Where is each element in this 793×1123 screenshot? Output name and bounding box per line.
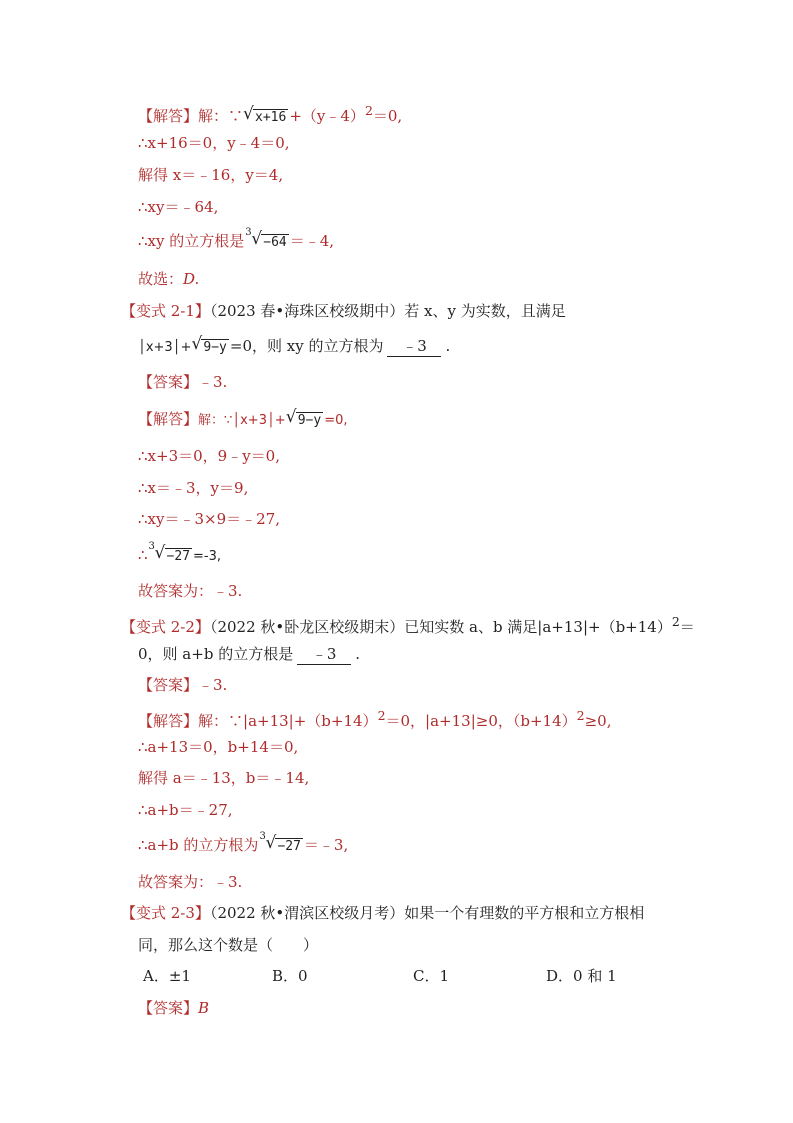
exponent: 2 (671, 614, 680, 629)
question-text: =0，则 xy 的立方根为 (229, 337, 384, 355)
v22-solution-line3: 解得 a＝﹣13，b＝﹣14, (138, 769, 310, 787)
question-text: . (445, 337, 451, 355)
v22-question-line2 (138, 644, 360, 665)
v21-question-line1 (121, 301, 566, 321)
solution-text: ∴ (138, 546, 148, 564)
s0-line5 (138, 227, 335, 253)
radicand: x+16 (255, 110, 287, 125)
s0-text: 解：∵ (198, 107, 244, 125)
cube-root-symbol (245, 227, 288, 253)
question-text: . (355, 645, 360, 663)
v21-solution-line1 (138, 409, 347, 431)
question-text: │x+3│+ (138, 340, 192, 355)
root-index: √ 3 (245, 227, 252, 238)
question-text: ＝ (679, 618, 695, 636)
solution-text: =-3, (193, 549, 222, 564)
radicand: 9−y (203, 340, 227, 355)
question-text: （2022 秋•卧龙区校级期末）已知实数 a、b 满足|a+13|+（b+14） (209, 618, 672, 636)
v21-solution-line2: ∴x+3＝0，9﹣y＝0, (138, 447, 280, 465)
option-b: B．0 (272, 967, 308, 985)
s0-text: D. (183, 270, 200, 288)
v21-answer (138, 372, 227, 392)
solution-label: 【解答】 (138, 712, 199, 730)
root-index: √ 3 (148, 541, 155, 552)
v21-solution-line6: 故答案为：﹣3. (138, 582, 243, 600)
answer-value: B (198, 999, 210, 1017)
radicand: 9−y (297, 413, 322, 428)
solution-text: 解：∵|a+13|+（b+14） (198, 712, 378, 730)
cube-root-symbol (148, 541, 192, 567)
exponent: 2 (576, 708, 585, 723)
sqrt-symbol (287, 409, 323, 431)
cube-root-symbol (259, 831, 302, 857)
radicand: −27 (277, 839, 301, 854)
s0-text: ＝﹣4, (289, 232, 335, 250)
solution-text: ＝﹣3, (303, 836, 349, 854)
option-a: A．±1 (143, 967, 191, 985)
solution-text: ∴a+b 的立方根为 (138, 836, 259, 854)
s0-text: +（y﹣4） (289, 107, 365, 125)
s0-line1 (138, 101, 402, 128)
question-text: （2023 春•海珠区校级期中）若 x、y 为实数，且满足 (209, 302, 566, 320)
s0-line3: 解得 x＝﹣16，y＝4, (138, 166, 284, 184)
root-index: √ 3 (259, 831, 266, 842)
variant-label: 【变式 2-3】 (121, 904, 210, 922)
v22-solution-line5 (138, 831, 349, 857)
v22-answer (138, 675, 227, 695)
exponent: 2 (377, 708, 386, 723)
v22-solution-line4: ∴a+b＝﹣27, (138, 801, 233, 819)
v21-question-line2 (138, 336, 450, 358)
v21-solution-line4: ∴xy＝﹣3×9＝﹣27, (138, 510, 280, 528)
solution-label: 【解答】 (138, 107, 199, 125)
v21-solution-line3: ∴x＝﹣3，y＝9, (138, 479, 249, 497)
variant-label: 【变式 2-1】 (121, 302, 210, 320)
option-c: C．1 (413, 967, 450, 985)
answer-blank: ﹣3 (297, 644, 351, 665)
variant-label: 【变式 2-2】 (121, 618, 210, 636)
solution-text: 解：∵│x+3│+ (198, 413, 286, 428)
s0-line2: ∴x+16＝0，y﹣4＝0, (138, 134, 290, 152)
answer-label: 【答案】 (138, 999, 199, 1017)
question-text: 0，则 a+b 的立方根是 (138, 645, 294, 663)
exponent: 2 (364, 103, 373, 118)
answer-label: 【答案】 (138, 676, 199, 694)
radicand: −64 (263, 235, 287, 250)
v22-question-line1 (121, 612, 695, 637)
v23-question-line2: 同，那么这个数是（ ） (138, 936, 319, 954)
radicand: −27 (166, 549, 191, 564)
solution-label: 【解答】 (138, 410, 199, 428)
v23-answer (138, 998, 209, 1018)
answer-label: 【答案】 (138, 373, 199, 391)
option-d: D．0 和 1 (546, 967, 617, 985)
v22-solution-line6: 故答案为：﹣3. (138, 873, 243, 891)
v22-solution-line1 (138, 706, 611, 731)
solution-text: =0, (324, 413, 348, 428)
answer-value: ﹣3. (198, 676, 228, 694)
solution-text: ≥0, (584, 712, 612, 730)
v23-question-line1 (121, 903, 644, 923)
question-text: （2022 秋•渭滨区校级月考）如果一个有理数的平方根和立方根相 (209, 904, 645, 922)
sqrt-symbol (192, 336, 228, 358)
s0-line4: ∴xy＝﹣64, (138, 198, 219, 216)
answer-value: ﹣3. (198, 373, 228, 391)
v21-solution-line5 (138, 541, 222, 567)
v22-solution-line2: ∴a+13＝0，b+14＝0, (138, 738, 299, 756)
solution-text: ＝0，|a+13|≥0，（b+14） (385, 712, 577, 730)
s0-text: 故选： (138, 270, 184, 288)
s0-line6 (138, 269, 199, 289)
answer-blank: ﹣3 (387, 336, 441, 357)
s0-text: ∴xy 的立方根是 (138, 232, 245, 250)
sqrt-symbol (244, 106, 288, 128)
s0-text: ＝0, (372, 107, 403, 125)
